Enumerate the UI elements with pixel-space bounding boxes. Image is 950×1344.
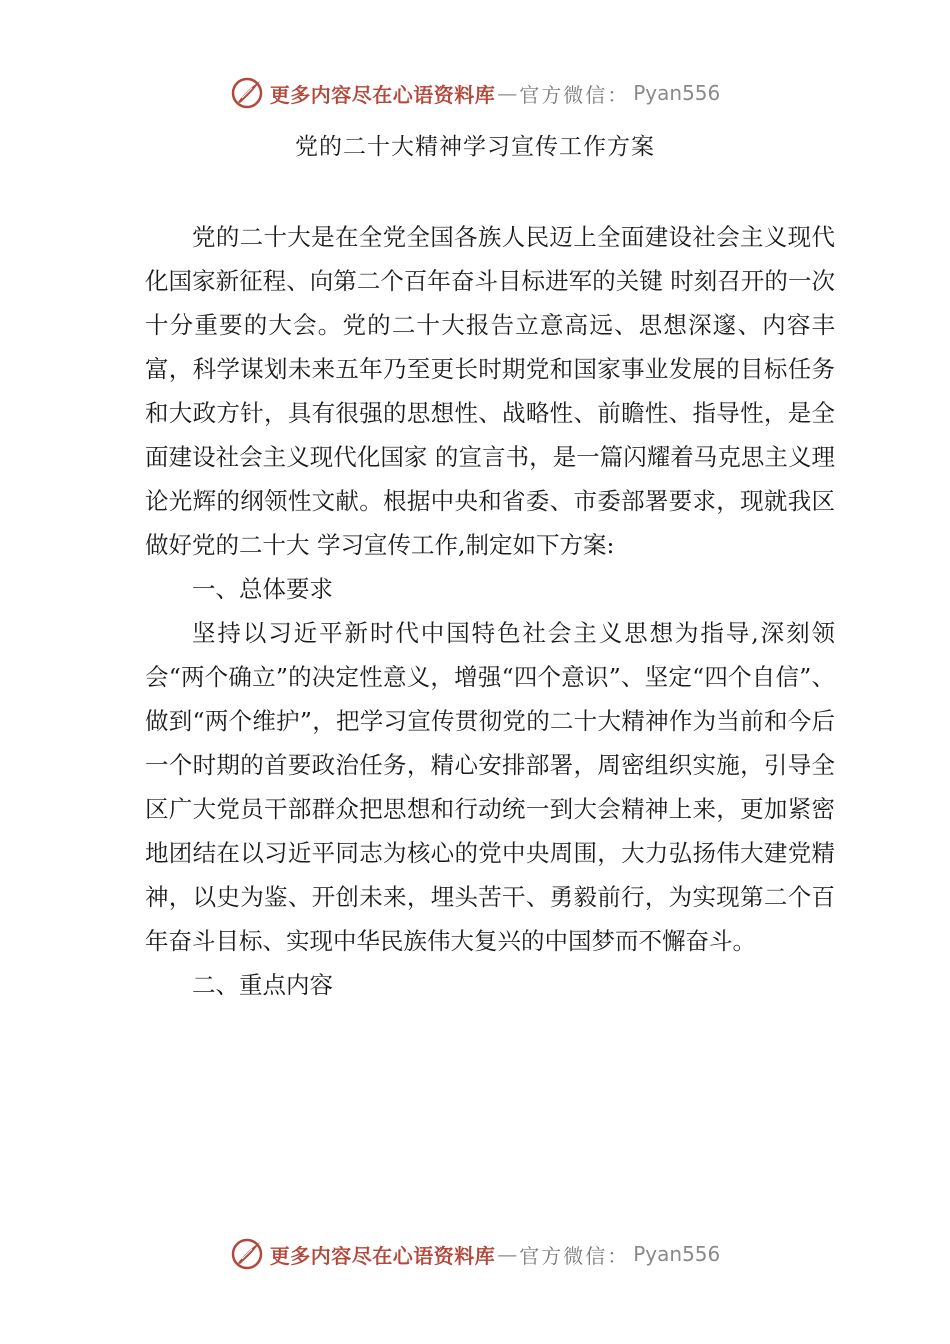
watermark-wechat-label: 官方微信： [519,82,630,107]
quill-circle-icon [230,1237,264,1271]
watermark-separator: — [497,81,518,105]
section-heading-2: 二、重点内容 [192,971,333,999]
document-title: 党的二十大精神学习宣传工作方案 [295,134,655,160]
watermark-separator: — [497,1242,518,1266]
watermark-wechat-id: Pyan556 [633,1242,721,1266]
quill-circle-icon [230,76,264,110]
section-heading-1: 一、总体要求 [192,575,333,603]
watermark-banner-top [0,73,950,113]
watermark-brand: 更多内容尽在心语资料库 [269,1243,496,1268]
watermark-wechat-id: Pyan556 [633,81,721,105]
watermark-wechat-label: 官方微信： [519,1243,630,1268]
document-body [145,215,835,1007]
watermark-brand: 更多内容尽在心语资料库 [269,82,496,107]
intro-paragraph: 党的二十大是在全党全国各族人民迈上全面建设社会主义现代化国家新征程、向第二个百年奋斗目标进军的关键 时刻召开的一次十分重要的大会。党的二十大报告立意高远、思想深邃、内容丰富，科学谋划未来五年乃至更长时期党和国家事业发展的目标任务和大政方针，具有很强的思想性、战略性、前瞻性、指导性，是全面建设社会主义现代化国家 的宣言书，是一篇闪耀着马克思主义理论光辉的纲领性文献。根据中央和省委、市委部署要求，现就我区做好党的二十大 学习宣传工作,制定如下方案: [145,223,835,559]
section-1-paragraph: 坚持以习近平新时代中国特色社会主义思想为指导,深刻领会“两个确立”的决定性意义，增强“四个意识”、坚定“四个自信”、做到“两个维护”，把学习宣传贯彻党的二十大精神作为当前和今后一个时期的首要政治任务，精心安排部署，周密组织实施，引导全区广大党员干部群众把思想和行动统一到大会精神上来，更加紧密地团结在以习近平同志为核心的党中央周围，大力弘扬伟大建党精神，以史为鉴、开创未来，埋头苦干、勇毅前行，为实现第二个百年奋斗目标、实现中华民族伟大复兴的中国梦而不懈奋斗。 [145,619,835,955]
watermark-banner-bottom [0,1234,950,1274]
